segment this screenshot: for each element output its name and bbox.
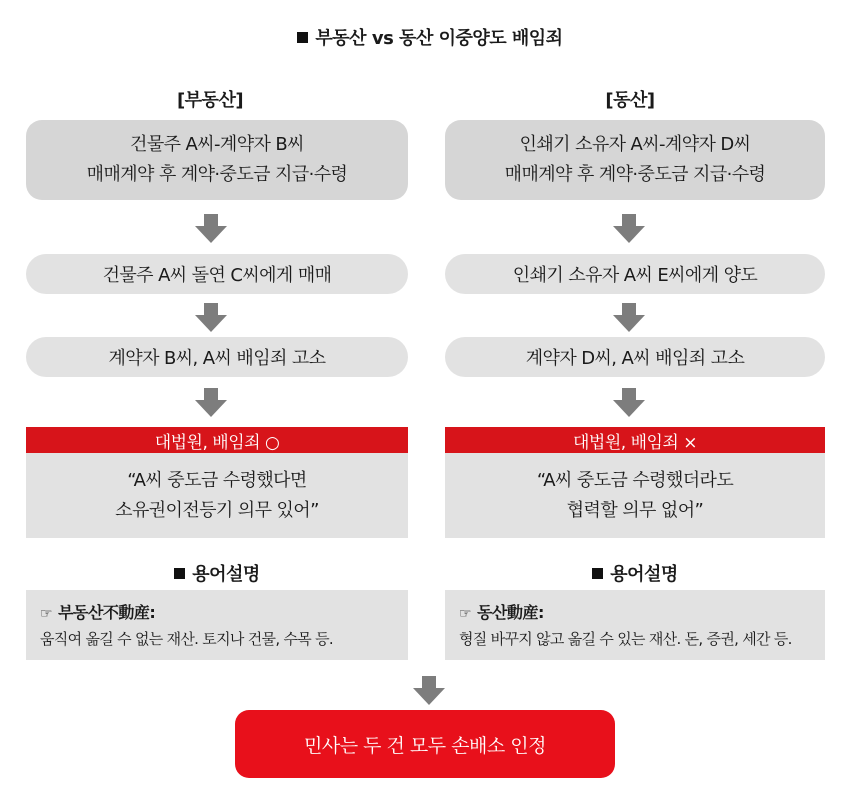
left-glossary-title-text: 용어설명 [192,564,260,585]
left-definition-box [26,590,408,660]
right-step3-pill [445,337,825,377]
conclusion-box [235,710,615,778]
right-term [459,602,811,625]
pointing-hand-icon: ☞ [459,606,472,622]
right-step2-pill [445,254,825,294]
down-arrow-icon [195,214,227,244]
left-verdict-bar [26,427,408,453]
right-verdict-bar [445,427,825,453]
left-quote-line1: “A씨 중도금 수령했다면 [127,469,307,491]
right-quote-line2: 협력할 의무 없어” [566,499,704,521]
left-step3-text: 계약자 B씨, A씨 배임죄 고소 [108,348,326,369]
left-step1-line1: 건물주 A씨-계약자 B씨 [130,134,304,155]
down-arrow-icon [613,303,645,333]
left-quote-line2: 소유권이전등기 의무 있어” [115,499,319,521]
left-step3-pill [26,337,408,377]
title-text: 부동산 vs 동산 이중양도 배임죄 [315,28,563,49]
right-step1-box [445,120,825,200]
left-quote-box [26,453,408,538]
right-quote-line1: “A씨 중도금 수령했더라도 [536,469,734,491]
left-term [40,602,394,625]
left-step1-box [26,120,408,200]
right-glossary-title-text: 용어설명 [610,564,678,585]
right-verdict-text: 대법원, 배임죄 × [573,432,697,453]
left-verdict-text: 대법원, 배임죄 ○ [154,432,280,453]
right-step1-line2: 매매계약 후 계약·중도금 지급·수령 [504,164,766,185]
diagram-title [0,24,860,50]
conclusion-text: 민사는 두 건 모두 손배소 인정 [304,734,546,757]
left-glossary-title [26,560,408,586]
down-arrow-icon [195,303,227,333]
square-bullet-icon [297,32,308,43]
right-term-text: 동산動産: [477,603,544,622]
down-arrow-icon [613,214,645,244]
right-step3-text: 계약자 D씨, A씨 배임죄 고소 [525,348,745,369]
square-bullet-icon [592,568,603,579]
left-step1-line2: 매매계약 후 계약·중도금 지급·수령 [86,164,348,185]
right-quote-box [445,453,825,538]
right-step1-line1: 인쇄기 소유자 A씨-계약자 D씨 [519,134,751,155]
down-arrow-icon [613,388,645,418]
right-column-header: [동산] [605,90,655,111]
right-definition-box [445,590,825,660]
square-bullet-icon [174,568,185,579]
left-step2-pill [26,254,408,294]
left-definition: 움직여 옮길 수 없는 재산. 토지나 건물, 수목 등. [40,630,333,648]
down-arrow-icon [413,676,445,706]
pointing-hand-icon: ☞ [40,606,53,622]
right-glossary-title [445,560,825,586]
right-definition: 형질 바꾸지 않고 옮길 수 있는 재산. 돈, 증권, 세간 등. [459,630,792,648]
down-arrow-icon [195,388,227,418]
left-step2-text: 건물주 A씨 돌연 C씨에게 매매 [102,265,332,286]
right-step2-text: 인쇄기 소유자 A씨 E씨에게 양도 [512,265,758,286]
left-term-text: 부동산不動産: [58,603,156,622]
left-column-header: [부동산] [176,90,244,111]
